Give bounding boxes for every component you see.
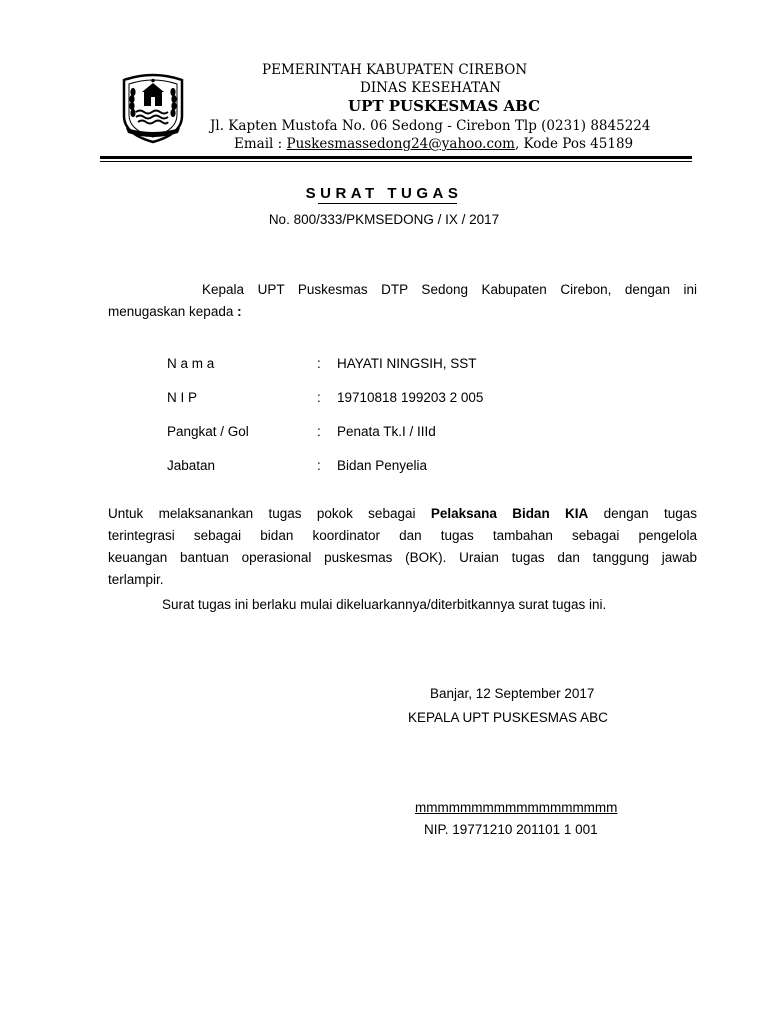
signature-name: mmmmmmmmmmmmmmmmmm [415,800,618,815]
assignment-line-1 [108,503,697,525]
email-label: Email : [234,136,287,152]
field-colon: : [317,356,321,371]
letterhead-department: DINAS KESEHATAN [360,80,501,96]
assignment-text: Untuk melaksanankan tugas pokok sebagai [108,506,431,521]
document-title: SURAT TUGAS [305,185,463,202]
field-label: N I P [167,390,198,405]
signature-nip: NIP. 19771210 201101 1 001 [424,822,598,837]
assignment-line-3: keuangan bantuan operasional puskesmas (BOK). Uraian tugas dan tanggung jawab [108,550,697,565]
letterhead-institution: UPT PUSKESMAS ABC [348,97,541,115]
signature-place-date: Banjar, 12 September 2017 [430,686,595,701]
letterhead-contact [234,136,633,152]
validity-statement: Surat tugas ini berlaku mulai dikeluarkannya/diterbitkannya surat tugas ini. [162,597,607,612]
signature-position: KEPALA UPT PUSKESMAS ABC [408,710,608,725]
field-colon: : [317,458,321,473]
letterhead-divider-thin [100,161,692,162]
intro-line-1: Kepala UPT Puskesmas DTP Sedong Kabupaten Cirebon, dengan ini [202,282,697,297]
field-value: HAYATI NINGSIH, SST [337,356,477,371]
field-label: N a m a [167,356,215,371]
intro-colon: : [237,304,242,319]
document-number: No. 800/333/PKMSEDONG / IX / 2017 [268,212,500,227]
kabupaten-emblem-logo [118,72,188,144]
field-value: 19710818 199203 2 005 [337,390,484,405]
title-underline [318,203,457,204]
field-colon: : [317,390,321,405]
field-label: Pangkat / Gol [167,424,249,439]
letterhead-divider-thick [100,156,692,159]
assignment-line-2: terintegrasi sebagai bidan koordinator dan tugas tambahan sebagai pengelola [108,528,697,543]
intro-line-2: menugaskan kepada [108,304,238,319]
field-value: Bidan Penyelia [337,458,428,473]
postal-code: , Kode Pos 45189 [514,136,634,152]
email-link[interactable]: Puskesmassedong24@yahoo.com [286,136,515,152]
field-value: Penata Tk.I / IIId [337,424,436,439]
field-colon: : [317,424,321,439]
letterhead-government: PEMERINTAH KABUPATEN CIREBON [262,62,528,78]
letterhead-address: Jl. Kapten Mustofa No. 06 Sedong - Cirebon Tlp (0231) 8845224 [210,118,651,134]
field-label: Jabatan [167,458,216,473]
intro-paragraph [108,279,697,323]
assignment-text: dengan tugas [588,506,698,521]
assignment-line-4: terlampir. [108,572,164,587]
assignment-role: Pelaksana Bidan KIA [430,506,589,521]
assignment-paragraph [108,503,697,591]
